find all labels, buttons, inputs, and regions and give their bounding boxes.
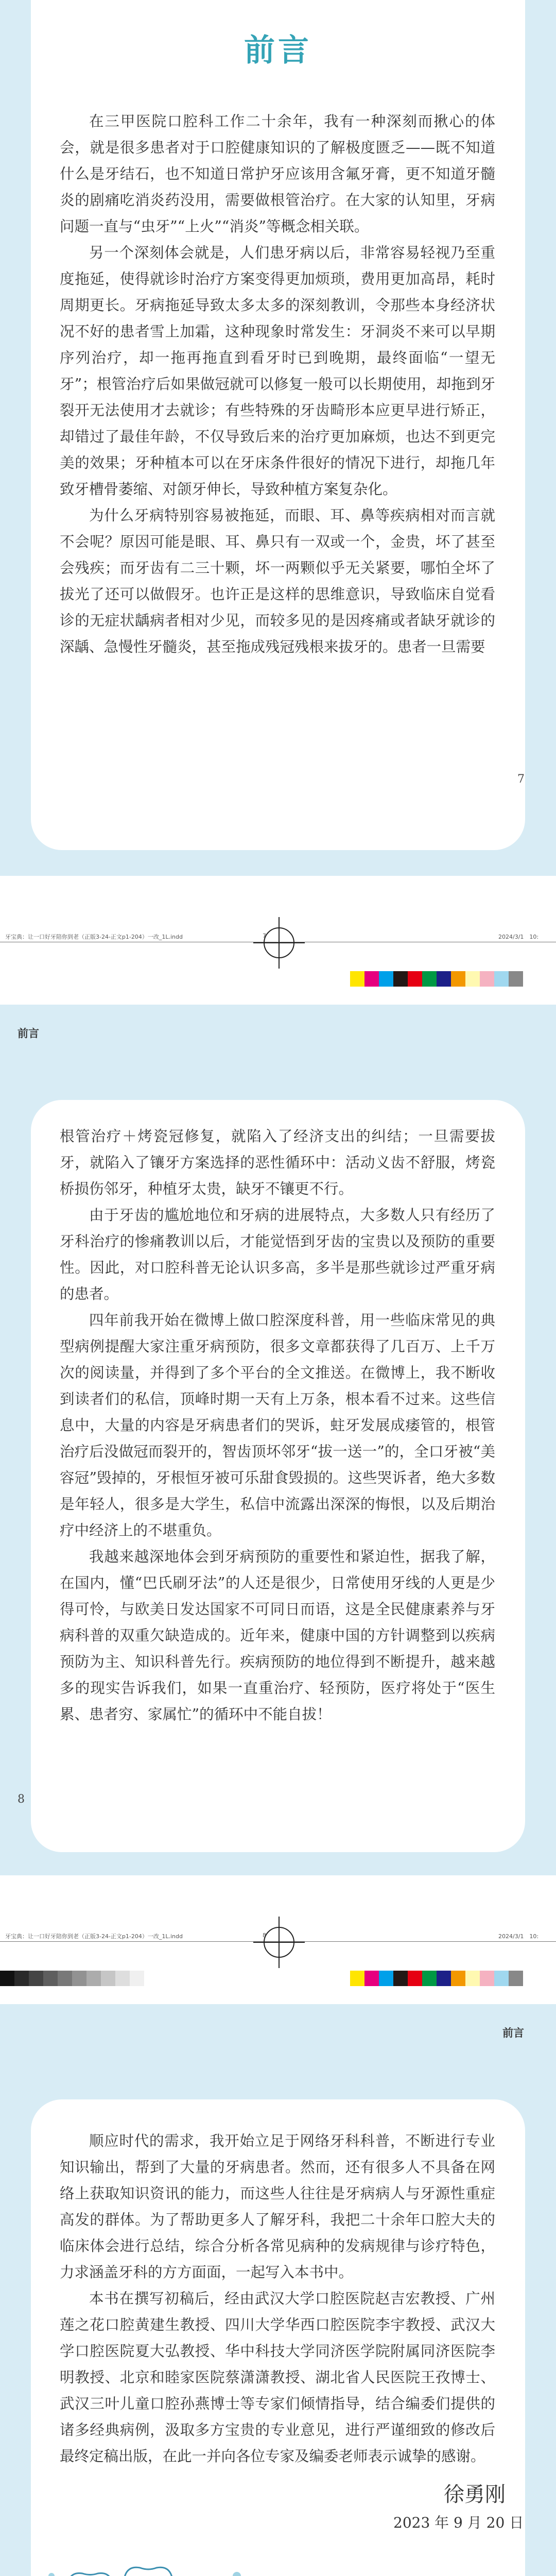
slug-page: 7 bbox=[263, 933, 266, 939]
paragraph: 本书在撰写初稿后，经由武汉大学口腔医院赵吉宏教授、广州莲之花口腔黄建生教授、四川大学华西口腔医院李宇教授、武汉大学口腔医院夏大弘教授、华中科技大学同济医学院附属同济医院李明教授、北京和睦家医院蔡潇潇教授、湖北省人民医院王孜博士、武汉三叶儿童口腔孙燕博士等专家们倾情指导，结合编委们提供的诸多经典病例，汲取多方宝贵的专业意见，进行严谨细致的修改后最终定稿出版，在此一并向各位专家及编委老师表示诚挚的感谢。 bbox=[60, 2290, 495, 2465]
date: 2023 年 9 月 20 日 bbox=[393, 2514, 524, 2531]
slug-timestamp: 2024/3/1 10: bbox=[498, 934, 539, 940]
gray-bar bbox=[0, 1971, 144, 1986]
paragraph: 为什么牙病特别容易被拖延，而眼、耳、鼻等疾病相对而言就不会呢？原因可能是眼、耳、鼻只有一双或一个，金贵，坏了甚至会残疾；而牙齿有二三十颗，坏一两颗似乎无关紧要，哪怕全坏了拔光了还可以做假牙。也许正是这样的思维意识，导致临床自觉看诊的无症状龋病者相对少见，而较多见的是因疼痛或者缺牙就诊的深龋、急慢性牙髓炎，甚至拖成残冠残根来拔牙的。患者一旦需要 bbox=[60, 507, 495, 655]
print-mark-band bbox=[0, 1875, 556, 2004]
page-3 bbox=[0, 2004, 556, 2576]
paragraph: 根管治疗＋烤瓷冠修复，就陷入了经济支出的纠结；一旦需要拔牙，就陷入了镶牙方案选择的恶性循环中：活动义齿不舒服，烤瓷桥损伤邻牙，种植牙太贵，缺牙不镶更不行。 bbox=[60, 1128, 495, 1197]
page-2 bbox=[0, 1005, 556, 1875]
running-head: 前言 bbox=[18, 1027, 39, 1040]
slug-timestamp: 2024/3/1 10: bbox=[498, 1933, 539, 1940]
slug-page: 8 bbox=[263, 1932, 266, 1939]
tooth-illustration bbox=[31, 2545, 273, 2576]
paragraph: 在三甲医院口腔科工作二十余年，我有一种深刻而揪心的体会，就是很多患者对于口腔健康知识的了解极度匮乏——既不知道什么是牙结石，也不知道日常护牙应该用含氟牙膏，更不知道牙髓炎的剧痛吃消炎药没用，需要做根管治疗。在大家的认知里，牙病问题一直与“虫牙”“上火”“消炎”等概念相关联。 bbox=[60, 113, 495, 235]
color-bar bbox=[350, 971, 523, 987]
page-title: 前言 bbox=[244, 32, 312, 69]
slug-filename: 牙宝典：让一口好牙陪你到老（正版3-24-正文p1-204）一改_1L.indd bbox=[5, 934, 183, 940]
paragraph: 顺应时代的需求，我开始立足于网络牙科科普，不断进行专业知识输出，帮到了大量的牙病患者。然而，还有很多人不具备在网络上获取知识资讯的能力，而这些人往往是牙病病人与牙源性重症高发的群体。为了帮助更多人了解牙科，我把二十余年口腔大夫的临床体会进行总结，综合分析各常见病种的发病规律与诊疗特色，力求涵盖牙科的方方面面，一起写入本书中。 bbox=[60, 2132, 495, 2281]
paragraph: 另一个深刻体会就是，人们患牙病以后，非常容易轻视乃至重度拖延，使得就诊时治疗方案变得更加烦琐，费用更加高昂，耗时周期更长。牙病拖延导致太多太多的深刻教训，令那些本身经济状况不好的患者雪上加霜，这种现象时常发生：牙洞炎不来可以早期序列治疗，却一拖再拖直到看牙时已到晚期，最终面临“一望无牙”；根管治疗后如果做冠就可以修复一般可以长期使用，却拖到牙裂开无法使用才去就诊；有些特殊的牙齿畸形本应更早进行矫正，却错过了最佳年龄，不仅导致后来的治疗更加麻烦，也达不到更完美的效果；牙种植本可以在牙床条件很好的情况下进行，却拖几年致牙槽骨萎缩、对颌牙伸长，导致种植方案复杂化。 bbox=[60, 244, 495, 498]
paragraph: 由于牙齿的尴尬地位和牙病的进展特点，大多数人只有经历了牙科治疗的惨痛教训以后，才能觉悟到牙齿的宝贵以及预防的重要性。因此，对口腔科普无论认识多高，多半是那些就诊过严重牙病的患者。 bbox=[60, 1207, 495, 1302]
registration-mark bbox=[264, 927, 294, 958]
running-head: 前言 bbox=[502, 2027, 524, 2039]
color-bar bbox=[350, 1971, 523, 1986]
page-1 bbox=[0, 0, 556, 876]
tooth-character bbox=[124, 2567, 173, 2576]
tooth-character bbox=[67, 2573, 113, 2576]
page-3-body bbox=[60, 2128, 495, 2469]
author-signature: 徐勇刚 bbox=[444, 2483, 506, 2506]
page-number: 7 bbox=[517, 773, 525, 786]
page-2-body bbox=[60, 1123, 495, 1727]
page-number: 8 bbox=[18, 1793, 25, 1806]
paragraph: 我越来越深地体会到牙病预防的重要性和紧迫性，据我了解，在国内，懂“巴氏刷牙法”的人还是很少，日常使用牙线的人更是少得可怜，与欧美日发达国家不可同日而语，这是全民健康素养与牙病科普的双重欠缺造成的。近年来，健康中国的方针调整到以疾病预防为主、知识科普先行。疾病预防的地位得到不断提升，越来越多的现实告诉我们，如果一直重治疗、轻预防，医疗将处于“医生累、患者穷、家属忙”的循环中不能自拔！ bbox=[60, 1548, 495, 1723]
registration-mark bbox=[264, 1927, 294, 1958]
slug-filename: 牙宝典：让一口好牙陪你到老（正版3-24-正文p1-204）一改_1L.indd bbox=[5, 1933, 183, 1940]
print-mark-band bbox=[0, 876, 556, 1005]
paragraph: 四年前我开始在微博上做口腔深度科普，用一些临床常见的典型病例提醒大家注重牙病预防，很多文章都获得了几百万、上千万次的阅读量，并得到了多个平台的全文推送。在微博上，我不断收到读者们的私信，顶峰时期一天有上万条，根本看不过来。这些信息中，大量的内容是牙病患者们的哭诉，蛀牙发展成痿管的，根管治疗后没做冠而裂开的，智齿顶坏邻牙“拔一送一”的，全口牙被“美容冠”毁掉的，牙根恒牙被可乐甜食毁损的。这些哭诉者，绝大多数是年轻人，很多是大学生，私信中流露出深深的悔恨，以及后期治疗中经济上的不堪重负。 bbox=[60, 1312, 495, 1539]
page-1-body bbox=[60, 108, 495, 660]
